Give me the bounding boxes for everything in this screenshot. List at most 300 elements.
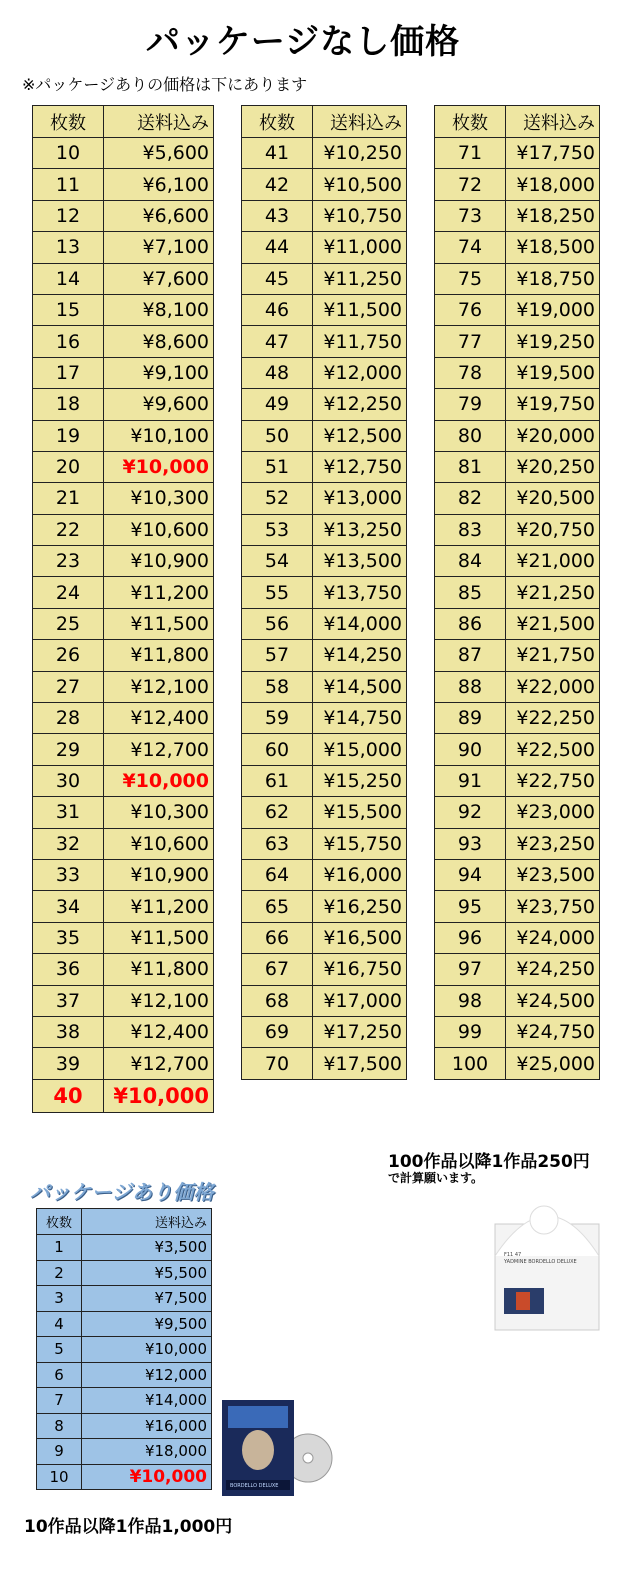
price-cell: ¥23,250: [506, 828, 600, 859]
price-cell: ¥13,750: [313, 577, 407, 608]
price-cell: ¥10,000: [104, 765, 214, 796]
price-cell: ¥21,250: [506, 577, 600, 608]
count-cell: 21: [33, 483, 104, 514]
count-cell: 47: [242, 326, 313, 357]
count-cell: 79: [435, 389, 506, 420]
count-cell: 19: [33, 420, 104, 451]
count-cell: 83: [435, 514, 506, 545]
table-row: [435, 797, 600, 828]
price-cell: ¥10,000: [82, 1337, 212, 1363]
table-row: [435, 420, 600, 451]
table-row: [33, 169, 214, 200]
column-header-count: 枚数: [33, 106, 104, 138]
count-cell: 50: [242, 420, 313, 451]
price-cell: ¥12,400: [104, 1016, 214, 1047]
price-cell: ¥10,000: [104, 1079, 214, 1112]
table3-header-row: [435, 106, 600, 138]
count-cell: 69: [242, 1016, 313, 1047]
table-row: [242, 138, 407, 169]
price-cell: ¥12,700: [104, 1048, 214, 1079]
count-cell: 26: [33, 640, 104, 671]
price-cell: ¥7,500: [82, 1286, 212, 1312]
price-cell: ¥15,750: [313, 828, 407, 859]
table-row: [242, 640, 407, 671]
price-cell: ¥16,500: [313, 922, 407, 953]
price-table-2: [241, 105, 407, 1080]
price-cell: ¥19,500: [506, 357, 600, 388]
table-row: [33, 765, 214, 796]
price-cell: ¥12,100: [104, 671, 214, 702]
count-cell: 64: [242, 859, 313, 890]
table-row: [242, 797, 407, 828]
table-row: [242, 263, 407, 294]
price-cell: ¥20,250: [506, 451, 600, 482]
count-cell: 31: [33, 797, 104, 828]
price-cell: ¥5,600: [104, 138, 214, 169]
table-row: [242, 608, 407, 639]
table-row: [33, 985, 214, 1016]
count-cell: 91: [435, 765, 506, 796]
count-cell: 22: [33, 514, 104, 545]
table-row: [242, 671, 407, 702]
price-cell: ¥8,600: [104, 326, 214, 357]
price-cell: ¥10,000: [104, 451, 214, 482]
table-row: [435, 389, 600, 420]
price-cell: ¥21,000: [506, 546, 600, 577]
table-row: [435, 1016, 600, 1047]
table-row: [435, 263, 600, 294]
count-cell: 48: [242, 357, 313, 388]
table-row: [33, 263, 214, 294]
count-cell: 90: [435, 734, 506, 765]
price-cell: ¥14,750: [313, 703, 407, 734]
count-cell: 57: [242, 640, 313, 671]
table-row: [242, 1048, 407, 1079]
price-cell: ¥22,000: [506, 671, 600, 702]
price-cell: ¥14,250: [313, 640, 407, 671]
table-row: [435, 891, 600, 922]
count-cell: 15: [33, 294, 104, 325]
price-cell: ¥14,500: [313, 671, 407, 702]
price-cell: ¥10,500: [313, 169, 407, 200]
table-row: [33, 577, 214, 608]
count-cell: 35: [33, 922, 104, 953]
note-over-100-line2: で計算願います。: [388, 1171, 484, 1185]
count-cell: 10: [37, 1464, 82, 1490]
package-price-table: [36, 1208, 212, 1490]
count-cell: 73: [435, 200, 506, 231]
price-table-3: [434, 105, 600, 1080]
count-cell: 68: [242, 985, 313, 1016]
price-cell: ¥19,250: [506, 326, 600, 357]
svg-text:BORDELLO DELUXE: BORDELLO DELUXE: [230, 1483, 279, 1489]
count-cell: 37: [33, 985, 104, 1016]
price-cell: ¥13,000: [313, 483, 407, 514]
count-cell: 88: [435, 671, 506, 702]
count-cell: 4: [37, 1311, 82, 1337]
svg-text:F11 47: F11 47: [504, 1252, 522, 1258]
count-cell: 7: [37, 1388, 82, 1414]
price-cell: ¥18,500: [506, 232, 600, 263]
table-row: [435, 922, 600, 953]
table-row: [37, 1362, 212, 1388]
table-row: [37, 1464, 212, 1490]
price-cell: ¥25,000: [506, 1048, 600, 1079]
count-cell: 80: [435, 420, 506, 451]
svg-text:YADMINE BORDELLO DELUXE: YADMINE BORDELLO DELUXE: [504, 1259, 577, 1265]
price-cell: ¥9,600: [104, 389, 214, 420]
count-cell: 6: [37, 1362, 82, 1388]
count-cell: 14: [33, 263, 104, 294]
count-cell: 62: [242, 797, 313, 828]
table-row: [242, 326, 407, 357]
table-row: [33, 357, 214, 388]
price-cell: ¥17,750: [506, 138, 600, 169]
count-cell: 54: [242, 546, 313, 577]
count-cell: 12: [33, 200, 104, 231]
price-cell: ¥22,250: [506, 703, 600, 734]
table-row: [37, 1286, 212, 1312]
table-row: [242, 232, 407, 263]
subtitle-note: ※パッケージありの価格は下にあります: [22, 75, 308, 94]
price-cell: ¥11,500: [104, 922, 214, 953]
price-cell: ¥10,600: [104, 828, 214, 859]
price-cell: ¥17,500: [313, 1048, 407, 1079]
table-row: [33, 420, 214, 451]
price-cell: ¥15,250: [313, 765, 407, 796]
count-cell: 98: [435, 985, 506, 1016]
table-row: [435, 200, 600, 231]
count-cell: 92: [435, 797, 506, 828]
table-row: [435, 169, 600, 200]
price-cell: ¥20,500: [506, 483, 600, 514]
table-row: [435, 326, 600, 357]
price-cell: ¥24,250: [506, 954, 600, 985]
table-row: [242, 169, 407, 200]
count-cell: 45: [242, 263, 313, 294]
note-over-100: [388, 1154, 590, 1186]
table-row: [33, 828, 214, 859]
price-cell: ¥11,750: [313, 326, 407, 357]
table-row: [242, 357, 407, 388]
price-cell: ¥16,000: [82, 1413, 212, 1439]
table-row: [435, 671, 600, 702]
column-header-price: 送料込み: [104, 106, 214, 138]
table-row: [33, 859, 214, 890]
table-row: [435, 483, 600, 514]
count-cell: 65: [242, 891, 313, 922]
table1-header-row: [33, 106, 214, 138]
table-row: [33, 294, 214, 325]
price-cell: ¥14,000: [82, 1388, 212, 1414]
count-cell: 72: [435, 169, 506, 200]
table-row: [33, 546, 214, 577]
table-row: [435, 608, 600, 639]
table-row: [33, 608, 214, 639]
price-cell: ¥18,000: [506, 169, 600, 200]
count-cell: 53: [242, 514, 313, 545]
table-row: [242, 451, 407, 482]
table-row: [37, 1260, 212, 1286]
price-cell: ¥11,500: [104, 608, 214, 639]
package-price-title: パッケージあり価格: [30, 1180, 215, 1204]
table-row: [242, 294, 407, 325]
price-cell: ¥11,250: [313, 263, 407, 294]
count-cell: 24: [33, 577, 104, 608]
count-cell: 95: [435, 891, 506, 922]
table-row: [33, 514, 214, 545]
price-cell: ¥12,000: [82, 1362, 212, 1388]
price-cell: ¥20,000: [506, 420, 600, 451]
table-row: [33, 200, 214, 231]
count-cell: 70: [242, 1048, 313, 1079]
price-cell: ¥23,500: [506, 859, 600, 890]
dvd-cover-image: [222, 1400, 334, 1496]
price-cell: ¥16,250: [313, 891, 407, 922]
count-cell: 96: [435, 922, 506, 953]
count-cell: 29: [33, 734, 104, 765]
count-cell: 84: [435, 546, 506, 577]
price-cell: ¥10,750: [313, 200, 407, 231]
price-cell: ¥6,100: [104, 169, 214, 200]
table-row: [435, 703, 600, 734]
count-cell: 18: [33, 389, 104, 420]
count-cell: 36: [33, 954, 104, 985]
price-cell: ¥15,500: [313, 797, 407, 828]
price-cell: ¥19,000: [506, 294, 600, 325]
table-row: [242, 891, 407, 922]
pkg-header-row: [37, 1209, 212, 1235]
price-cell: ¥22,750: [506, 765, 600, 796]
price-cell: ¥24,000: [506, 922, 600, 953]
count-cell: 71: [435, 138, 506, 169]
column-header-price: 送料込み: [506, 106, 600, 138]
column-header-price: 送料込み: [313, 106, 407, 138]
table-row: [435, 232, 600, 263]
price-cell: ¥11,000: [313, 232, 407, 263]
table-row: [33, 640, 214, 671]
price-cell: ¥10,250: [313, 138, 407, 169]
count-cell: 30: [33, 765, 104, 796]
table-row: [242, 546, 407, 577]
table-row: [242, 577, 407, 608]
table-row: [37, 1388, 212, 1414]
table-row: [33, 138, 214, 169]
note-over-100-line1: 100作品以降1作品250円: [388, 1152, 590, 1172]
table-row: [242, 828, 407, 859]
price-cell: ¥18,750: [506, 263, 600, 294]
table-row: [33, 451, 214, 482]
table-row: [33, 734, 214, 765]
table-row: [435, 954, 600, 985]
count-cell: 38: [33, 1016, 104, 1047]
count-cell: 16: [33, 326, 104, 357]
table-row: [37, 1235, 212, 1261]
price-cell: ¥21,750: [506, 640, 600, 671]
count-cell: 94: [435, 859, 506, 890]
count-cell: 17: [33, 357, 104, 388]
table-row: [33, 954, 214, 985]
count-cell: 77: [435, 326, 506, 357]
count-cell: 42: [242, 169, 313, 200]
table-row: [242, 734, 407, 765]
count-cell: 13: [33, 232, 104, 263]
count-cell: 8: [37, 1413, 82, 1439]
count-cell: 46: [242, 294, 313, 325]
price-cell: ¥8,100: [104, 294, 214, 325]
table-row: [435, 357, 600, 388]
table-row: [435, 546, 600, 577]
count-cell: 41: [242, 138, 313, 169]
note-over-10: 10作品以降1作品1,000円: [24, 1517, 233, 1537]
price-cell: ¥11,800: [104, 954, 214, 985]
count-cell: 85: [435, 577, 506, 608]
price-cell: ¥13,250: [313, 514, 407, 545]
count-cell: 89: [435, 703, 506, 734]
count-cell: 55: [242, 577, 313, 608]
column-header-count: 枚数: [242, 106, 313, 138]
price-cell: ¥14,000: [313, 608, 407, 639]
price-cell: ¥12,250: [313, 389, 407, 420]
table-row: [242, 389, 407, 420]
count-cell: 39: [33, 1048, 104, 1079]
count-cell: 9: [37, 1439, 82, 1465]
price-cell: ¥9,500: [82, 1311, 212, 1337]
price-cell: ¥12,100: [104, 985, 214, 1016]
table-row: [242, 985, 407, 1016]
count-cell: 33: [33, 859, 104, 890]
price-cell: ¥15,000: [313, 734, 407, 765]
price-cell: ¥10,300: [104, 797, 214, 828]
price-cell: ¥11,200: [104, 577, 214, 608]
count-cell: 99: [435, 1016, 506, 1047]
price-cell: ¥5,500: [82, 1260, 212, 1286]
count-cell: 49: [242, 389, 313, 420]
count-cell: 67: [242, 954, 313, 985]
table-row: [435, 577, 600, 608]
price-cell: ¥17,250: [313, 1016, 407, 1047]
count-cell: 25: [33, 608, 104, 639]
price-cell: ¥10,600: [104, 514, 214, 545]
count-cell: 3: [37, 1286, 82, 1312]
column-header-count: 枚数: [37, 1209, 82, 1235]
count-cell: 34: [33, 891, 104, 922]
table-row: [435, 514, 600, 545]
price-cell: ¥10,900: [104, 546, 214, 577]
price-cell: ¥7,600: [104, 263, 214, 294]
price-cell: ¥12,500: [313, 420, 407, 451]
count-cell: 60: [242, 734, 313, 765]
count-cell: 75: [435, 263, 506, 294]
table-row: [33, 326, 214, 357]
table-row: [435, 294, 600, 325]
table-row: [33, 483, 214, 514]
count-cell: 66: [242, 922, 313, 953]
count-cell: 82: [435, 483, 506, 514]
table-row: [242, 954, 407, 985]
table-row: [435, 765, 600, 796]
price-cell: ¥7,100: [104, 232, 214, 263]
table-row: [242, 420, 407, 451]
count-cell: 10: [33, 138, 104, 169]
table-row: [242, 1016, 407, 1047]
table-row: [33, 797, 214, 828]
count-cell: 11: [33, 169, 104, 200]
price-cell: ¥11,500: [313, 294, 407, 325]
table-row: [435, 985, 600, 1016]
count-cell: 28: [33, 703, 104, 734]
price-cell: ¥11,200: [104, 891, 214, 922]
count-cell: 56: [242, 608, 313, 639]
table-row: [37, 1413, 212, 1439]
price-cell: ¥12,750: [313, 451, 407, 482]
table-row: [242, 200, 407, 231]
price-cell: ¥13,500: [313, 546, 407, 577]
count-cell: 93: [435, 828, 506, 859]
price-cell: ¥22,500: [506, 734, 600, 765]
count-cell: 1: [37, 1235, 82, 1261]
price-cell: ¥20,750: [506, 514, 600, 545]
table-row: [33, 671, 214, 702]
table-row: [242, 514, 407, 545]
price-cell: ¥12,000: [313, 357, 407, 388]
table-row: [435, 734, 600, 765]
count-cell: 78: [435, 357, 506, 388]
table-row: [33, 891, 214, 922]
table-row: [242, 483, 407, 514]
count-cell: 86: [435, 608, 506, 639]
count-cell: 100: [435, 1048, 506, 1079]
count-cell: 32: [33, 828, 104, 859]
count-cell: 52: [242, 483, 313, 514]
table-row: [33, 703, 214, 734]
price-cell: ¥11,800: [104, 640, 214, 671]
table-row: [242, 703, 407, 734]
count-cell: 63: [242, 828, 313, 859]
table-row: [37, 1337, 212, 1363]
table-row: [33, 1016, 214, 1047]
price-cell: ¥10,300: [104, 483, 214, 514]
price-cell: ¥23,000: [506, 797, 600, 828]
count-cell: 40: [33, 1079, 104, 1112]
price-cell: ¥9,100: [104, 357, 214, 388]
price-cell: ¥18,250: [506, 200, 600, 231]
price-cell: ¥12,700: [104, 734, 214, 765]
price-cell: ¥10,000: [82, 1464, 212, 1490]
price-cell: ¥16,750: [313, 954, 407, 985]
price-cell: ¥21,500: [506, 608, 600, 639]
price-cell: ¥23,750: [506, 891, 600, 922]
price-cell: ¥10,100: [104, 420, 214, 451]
count-cell: 74: [435, 232, 506, 263]
price-cell: ¥10,900: [104, 859, 214, 890]
table-row: [435, 138, 600, 169]
table-row: [242, 922, 407, 953]
price-cell: ¥17,000: [313, 985, 407, 1016]
cd-sleeve-image: [494, 1196, 602, 1332]
table-row: [33, 232, 214, 263]
column-header-count: 枚数: [435, 106, 506, 138]
table-row: [242, 765, 407, 796]
count-cell: 20: [33, 451, 104, 482]
table-row: [435, 640, 600, 671]
table-row: [33, 389, 214, 420]
price-cell: ¥6,600: [104, 200, 214, 231]
table2-header-row: [242, 106, 407, 138]
table-row: [435, 1048, 600, 1079]
count-cell: 43: [242, 200, 313, 231]
price-cell: ¥24,500: [506, 985, 600, 1016]
